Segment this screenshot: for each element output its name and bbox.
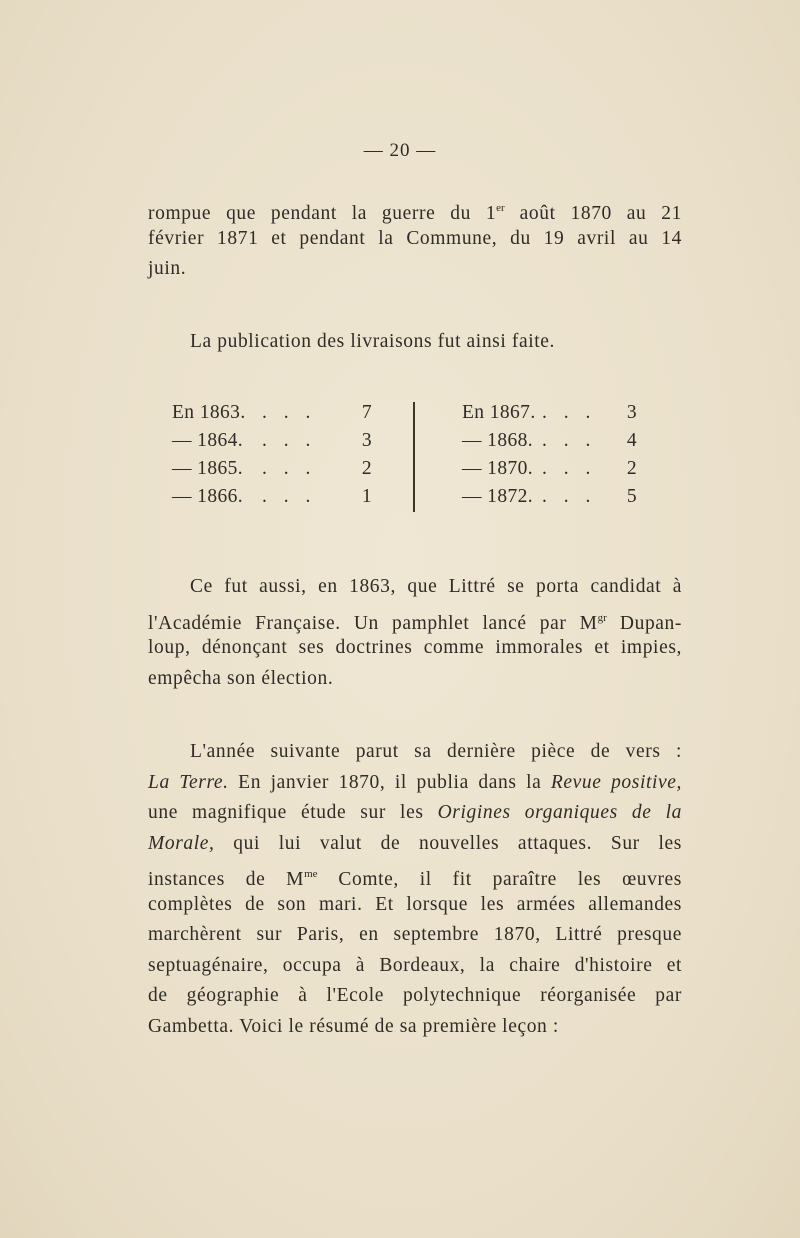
leader-dots: . . . xyxy=(262,430,317,451)
year-label: — 1864. xyxy=(172,430,244,451)
italic-title: Revue positive, xyxy=(550,771,682,793)
table-row xyxy=(462,486,637,513)
text-line xyxy=(148,193,682,224)
text-line xyxy=(148,768,682,799)
leader-dots: . . . xyxy=(262,458,317,479)
text-line: juin. xyxy=(148,258,187,279)
text-line: Gambetta. Voici le résumé de sa première leçon : xyxy=(148,1015,559,1037)
table-row xyxy=(172,402,372,429)
text-segment: instances de M xyxy=(148,869,305,890)
issue-count: 3 xyxy=(626,402,637,423)
year-label: — 1870. xyxy=(462,458,534,479)
text-line: septuagénaire, occupa à Bordeaux, la chaire d'histoire et xyxy=(148,954,682,976)
issue-count: 1 xyxy=(361,486,372,507)
text-line: Ce fut aussi, en 1863, que Littré se porta candidat à xyxy=(190,576,682,597)
text-line: loup, dénonçant ses doctrines comme immorales et impies, xyxy=(148,637,682,658)
superscript: er xyxy=(496,202,505,214)
text-segment: l'Académie Française. Un pamphlet lancé par M xyxy=(148,612,598,634)
table-intro: La publication des livraisons fut ainsi faite. xyxy=(190,331,555,352)
issue-count: 7 xyxy=(361,402,372,423)
leader-dots: . . . xyxy=(542,458,597,479)
text-segment: août 1870 au 21 xyxy=(504,203,682,224)
text-line: février 1871 et pendant la Commune, du 19 avril au 14 xyxy=(148,227,682,249)
text-segment: une magnifique étude sur les xyxy=(148,802,438,823)
table-row xyxy=(172,486,372,513)
leader-dots: . . . xyxy=(542,402,597,423)
issue-count: 2 xyxy=(361,458,372,479)
italic-title: Morale, xyxy=(148,832,215,854)
leader-dots: . . . xyxy=(262,486,317,507)
paragraph-academy-candidacy xyxy=(148,572,682,694)
paragraph-war-interruption xyxy=(148,193,682,285)
superscript: me xyxy=(304,868,318,880)
issue-count: 5 xyxy=(626,486,637,507)
text-line: empêcha son élection. xyxy=(148,667,334,689)
text-segment: Dupan- xyxy=(606,612,682,634)
page-number: — 20 — xyxy=(363,140,437,161)
issue-count: 3 xyxy=(361,430,372,451)
italic-title: La Terre. xyxy=(148,771,229,793)
text-line: de géographie à l'Ecole polytechnique réorganisée par xyxy=(148,985,682,1006)
text-line xyxy=(148,603,682,634)
leader-dots: . . . xyxy=(262,402,317,423)
leader-dots: . . . xyxy=(542,430,597,451)
year-label: En 1867. xyxy=(462,402,536,423)
year-label: — 1872. xyxy=(462,486,534,507)
issue-count: 4 xyxy=(626,430,637,451)
text-line xyxy=(148,829,682,860)
text-segment: rompue que pendant la guerre du 1 xyxy=(148,203,497,224)
text-line xyxy=(148,798,682,829)
publication-table xyxy=(0,402,800,512)
leader-dots: . . . xyxy=(542,486,597,507)
column-divider xyxy=(413,402,415,512)
table-row xyxy=(172,430,372,457)
text-line: marchèrent sur Paris, en septembre 1870, Littré presque xyxy=(148,924,682,945)
year-label: — 1868. xyxy=(462,430,534,451)
text-segment: En janvier 1870, il publia dans la xyxy=(228,771,551,793)
text-line: L'année suivante parut sa dernière pièce de vers : xyxy=(190,741,682,762)
year-label: — 1865. xyxy=(172,458,244,479)
paragraph-following-year xyxy=(148,737,682,1042)
table-row xyxy=(172,458,372,485)
table-row xyxy=(462,458,637,485)
year-label: En 1863. xyxy=(172,402,246,423)
text-segment: qui lui valut de nouvelles attaques. Sur les xyxy=(214,832,682,854)
table-row xyxy=(462,402,637,429)
text-segment: Comte, il fit paraître les œuvres xyxy=(317,869,682,890)
issue-count: 2 xyxy=(626,458,637,479)
table-row xyxy=(462,430,637,457)
superscript: gr xyxy=(597,611,607,624)
year-label: — 1866. xyxy=(172,486,244,507)
text-line xyxy=(148,859,682,890)
text-line: complètes de son mari. Et lorsque les armées allemandes xyxy=(148,893,682,915)
italic-title: Origines organiques de la xyxy=(437,802,682,823)
